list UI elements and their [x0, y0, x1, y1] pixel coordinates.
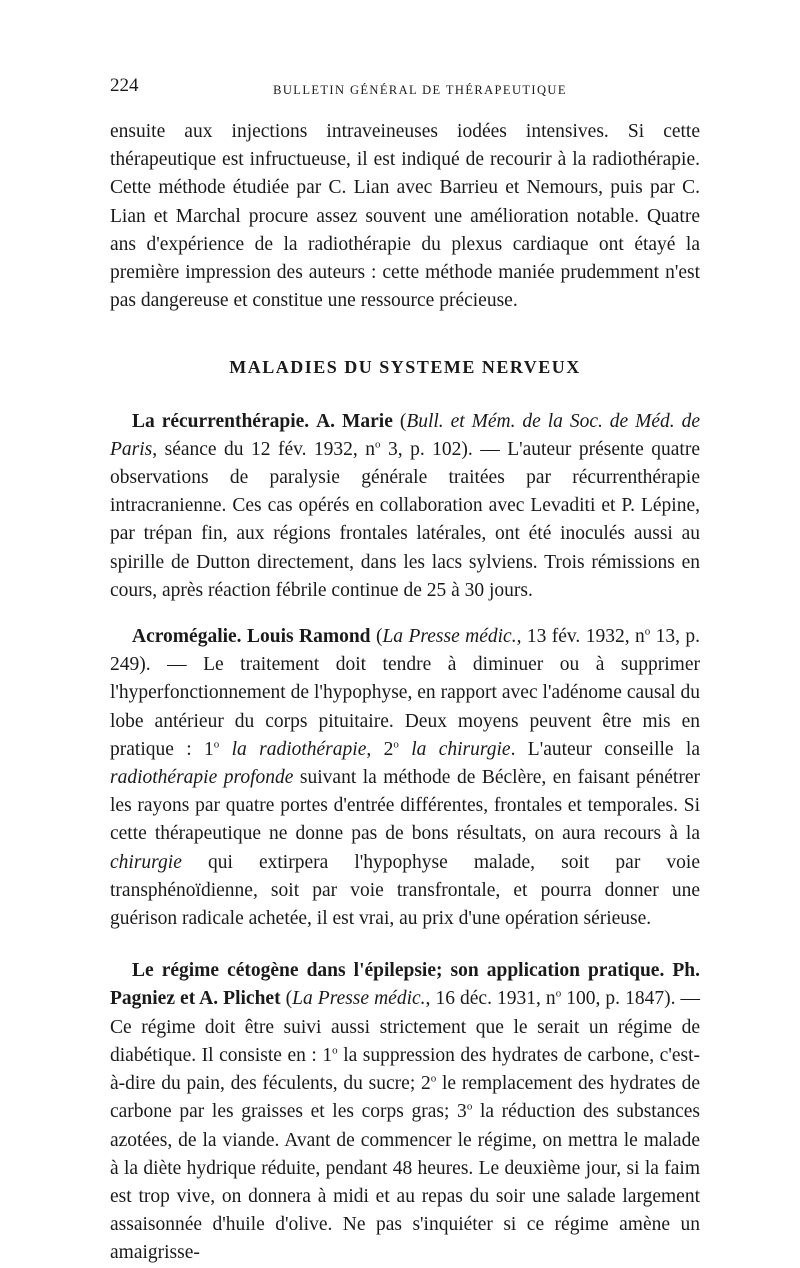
page-header [110, 72, 700, 102]
page-number: 224 [110, 75, 139, 96]
entry-regime-cetogene: Le régime cétogène dans l'épilepsie; son application pratique. Ph. Pagniez et A. Plichet (La Presse médic., 16 déc. 1931, $n^o$ 100, p. 1847). — Ce régime doit être suivi aussi strictement que le serait un régime de diabétique. Il consiste en : 1$^o$ la suppression des hydrates de carbone, c'est-à-dire du pain, des féculents, du sucre; 2$^o$ le remplacement des hydrates de carbone par les graisses et les corps gras; 3$^o$ la réduction des substances azotées, de la viande. Avant de commencer le régime, on mettra le malade à la diète hydrique réduite, pendant 48 heures. Le deuxième jour, si la faim est trop vive, on donnera à midi et au repas du soir une salade largement assaisonnée d'huile d'olive. Ne pas s'inquiéter si ce régime amène un amaigrisse- [110, 960, 701, 1264]
intro-paragraph: ensuite aux injections intraveineuses iodées intensives. Si cette thérapeutique est infructueuse, il est indiqué de recourir à la radiothérapie. Cette méthode étudiée par C. Lian avec Barrieu et Nemours, puis par C. Lian et Marchal procure assez souvent une amélioration notable. Quatre ans d'expérience de la radiothérapie du plexus cardiaque ont étayé la première impression des auteurs : cette méthode maniée prudemment n'est pas dangereuse et constitue une ressource précieuse. [110, 121, 700, 312]
entry-body: — L'auteur présente quatre observations de paralysie générale traitées par récurrenthérapie intracranienne. Ces cas opérés en collaboration avec Levaditi et P. Lépine, par trépan fin, aux régions frontales latérales, ont été inoculés aussi au spirille de Dutton directement, dans les lacs sylviens. Trois rémissions en cours, après réaction fébrile continue de 25 à 30 jours. [110, 438, 700, 601]
entry-source-journal: La Presse médic. [292, 988, 426, 1010]
section-heading: MALADIES DU SYSTEME NERVEUX [229, 357, 581, 378]
entry-author: Ph. Pagniez et A. Plichet [110, 960, 700, 1010]
entry-title: Le régime cétogène dans l'épilepsie; son application pratique. [132, 960, 665, 982]
entry-source-journal: Bull. et Mém. de la Soc. de Méd. de Paris [110, 410, 701, 460]
document-page [110, 72, 700, 1268]
entry-author: A. Marie [316, 410, 393, 432]
entry-title: Acromégalie. [132, 626, 242, 648]
entry-recurrentherapie: La récurrenthérapie. A. Marie (Bull. et Mém. de la Soc. de Méd. de Paris, séance du 12 fév. 1932, $n^o$ 3, p. 102). — L'auteur présente quatre observations de paralysie générale traitées par récurrenthérapie intracranienne. Ces cas opérés en collaboration avec Levaditi et P. Lépine, par trépan fin, aux régions frontales latérales, ont été inoculés aussi au spirille de Dutton directement, dans les lacs sylviens. Trois rémissions en cours, après réaction fébrile continue de 25 à 30 jours. [110, 410, 701, 601]
entry-source-journal: La Presse médic. [382, 626, 517, 648]
entry-acromegalie: Acromégalie. Louis Ramond (La Presse médic., 13 fév. 1932, $n^o$ 13, p. 249). — Le traitement doit tendre à diminuer ou à supprimer l'hyperfonctionnement de l'hypophyse, en rapport avec l'adénome causal du lobe antérieur du corps pituitaire. Deux moyens peuvent être mis en pratique : 1$^o$ la radiothérapie, 2$^o$ la chirurgie. L'auteur conseille la radiothérapie profonde suivant la méthode de Béclère, en faisant pénétrer les rayons par quatre portes d'entrée différentes, frontales et temporales. Si cette thérapeutique ne donne pas de bons résultats, on aura recours à la chirurgie qui extirpera l'hypophyse malade, soit par voie transphénoïdienne, soit par voie transfrontale, et pourra donner une guérison radicale achetée, il est vrai, au prix d'une opération sérieuse. [110, 625, 701, 930]
running-title: BULLETIN GÉNÉRAL DE THÉRAPEUTIQUE [273, 83, 567, 97]
entry-author: Louis Ramond [246, 626, 371, 648]
entry-title: La récurrenthérapie. [132, 410, 310, 432]
